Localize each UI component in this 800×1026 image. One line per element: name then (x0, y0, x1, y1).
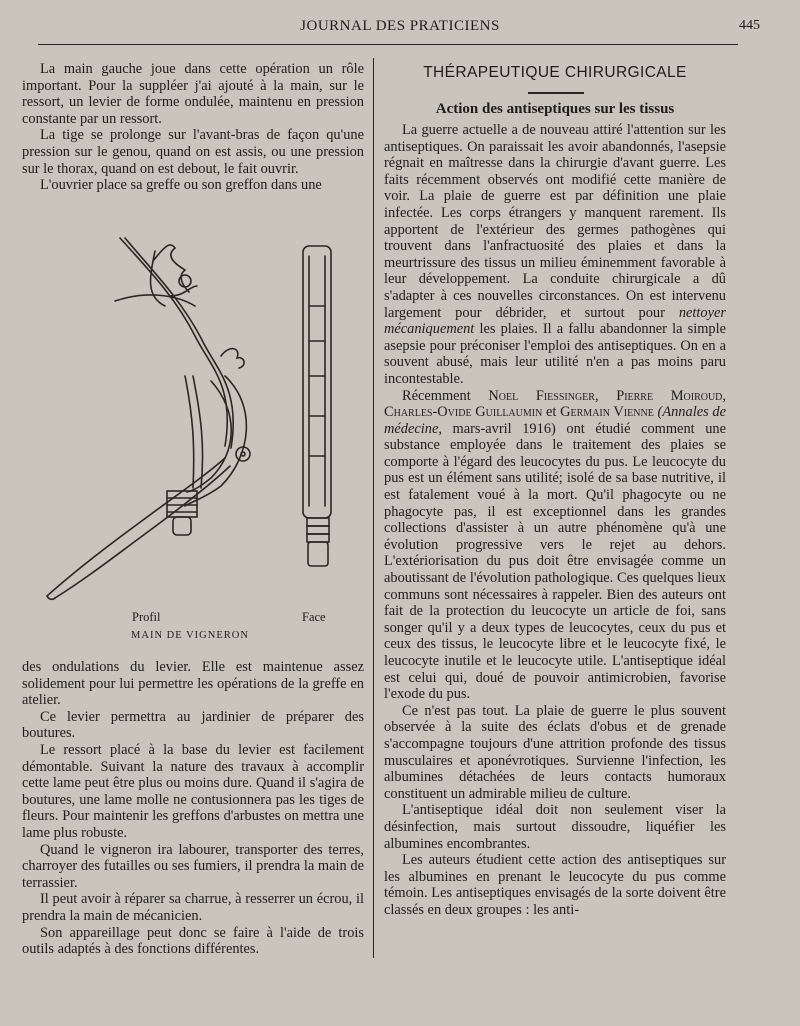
right-column (384, 122, 726, 919)
paragraph (384, 388, 726, 703)
figure-caption: MAIN DE VIGNERON (131, 630, 249, 641)
hand-tool-illustration (25, 226, 365, 606)
paragraph: Le ressort placé à la base du levier est facilement démontable. Suivant la nature des travaux à accomplir cette lame peut être plus ou moins dure. Quand il s'agira de boutures, une lame molle ne contusionnera pas les tiges de fleurs. Pour maintenir les greffons d'arbustes on mettra une lame plus robuste. (22, 741, 364, 841)
header-rule (38, 44, 738, 45)
paragraph: Son appareillage peut donc se faire à l'aide de trois outils adaptés à des fonctions différentes. (22, 924, 364, 958)
caption-profile: Profil (132, 610, 161, 624)
figure-vine-grower-hand (25, 226, 365, 606)
paragraph: des ondulations du levier. Elle est maintenue assez solidement pour lui permettre les opérations de la greffe en atelier. (22, 659, 364, 709)
paragraph: Il peut avoir à réparer sa charrue, à resserrer un écrou, il prendra la main de mécanicien. (22, 891, 364, 924)
paragraph: Quand le vigneron ira labourer, transporter des terres, charroyer des futailles ou ses fumiers, il prendra la main de terrassier. (22, 841, 364, 891)
caption-face: Face (302, 610, 326, 624)
paragraph: Ce n'est pas tout. La plaie de guerre le plus souvent observée à la suite des éclats d'obus et de grenade s'accompagne toujours d'une attrition profonde des tissus musculaires et aponévrotiques. Survienne l'infection, les albumines détachées de leurs contacts humoraux constituent un admirable milieu de culture. (384, 702, 726, 802)
journal-reference: (Annales de médecine, (384, 404, 726, 437)
paragraph: Les auteurs étudient cette action des antiseptiques sur les albumines en prenant le leucocyte du pus comme témoin. Les antiseptiques envisagés de la sorte doivent être classés en deux groupes : les anti- (384, 852, 726, 918)
paragraph: L'antiseptique idéal doit non seulement viser la désinfection, mais surtout dissoudre, liquéfier les albumines encombrantes. (384, 802, 726, 852)
paragraph: L'ouvrier place sa greffe ou son greffon dans une (40, 177, 322, 194)
article-subtitle: Action des antiseptiques sur les tissus (435, 101, 675, 117)
column-divider (373, 58, 374, 958)
paragraph (384, 122, 726, 388)
paragraph-text: La guerre actuelle a de nouveau attiré l'attention sur les antiseptiques. On paraissait les avoir abandonnés, l'asepsie régnait en maîtresse dans la chirurgie d'avant guerre. Les faits récemment observés ont modifié cette manière de voir. La plaie de guerre est par définition une plaie infectée. Les corps étrangers y manquent rarement. Ils apportent de l'extérieur des germes pathogènes qui trouvent dans l'anfractuosité des plaies et dans la meurtrissure des tissus un milieu éminemment favorable à leur développement. La conduite chirurgicale a dû s'adapter à ces nouvelles circonstances. On est intervenu largement pour débrider, et surtout pour (384, 122, 726, 321)
paragraph: La tige se prolonge sur l'avant-bras de façon qu'une pression sur le genou, quand on est assis, ou une pression sur le thorax, quand on est debout, le fait ouvrir. (22, 127, 364, 177)
page-header (0, 18, 800, 40)
left-column-top (22, 61, 364, 194)
author-name: Germain Vienne (560, 404, 654, 421)
author-names: Noel Fiessinger, Pierre Moiroud, Charles-Ovide Guillaumin (384, 387, 727, 421)
paragraph-text: les plaies. Il a fallu abandonner la simple asepsie pour préconiser l'emploi des antiseptiques. On en a souvent abusé, mais leur utilité n'en a pas moins paru incontestable. (384, 321, 726, 387)
paragraph: Ce levier permettra au jardinier de préparer des boutures. (22, 708, 364, 742)
paragraph-text: et (542, 404, 561, 421)
section-title: THÉRAPEUTIQUE CHIRURGICALE (423, 64, 687, 81)
page-number: 445 (739, 18, 760, 33)
journal-title: JOURNAL DES PRATICIENS (300, 18, 500, 34)
paragraph-text: mars-avril 1916) ont étudié comment une substance employée dans le traitement des plaies se comporte à l'égard des leucocytes du pus. Le leucocyte du pus est un élément sans utilité; isolé de sa base nutritive, il est fatalement voué à la mort. Qu'il phagocyte ou ne phagocyte pas, il est exceptionnel dans les grandes collections d'assister à un autre phénomène qu'à une évolution progressive vers le rejet au dehors. L'extériorisation du pus doit être envisagée comme un aboutissant de l'évolution pathologique. Ces quelques lieux communs sont nécessaires à rappeler. Bien des auteurs ont fait de la protection du leucocyte un article de foi, sans songer qu'il y a deux types de leucocytes, ceux du pus et ceux des tissus, le leucocyte libre et le leucocyte fixé, le leucocyte inutile et le leucocyte utile. L'antiseptique idéal est celui qui, doué de pouvoir antimicrobien, favorise l'exode du pus. (384, 420, 726, 703)
paragraph: La main gauche joue dans cette opération un rôle important. Pour la suppléer j'ai ajouté à la main, sur le ressort, un levier de forme ondulée, maintenu en pression constante par un ressort. (22, 61, 364, 127)
italic-phrase: nettoyer mécaniquement (384, 304, 726, 338)
paragraph-text: Récemment (402, 387, 489, 404)
left-column-bottom (22, 659, 364, 958)
section-rule (528, 92, 584, 94)
